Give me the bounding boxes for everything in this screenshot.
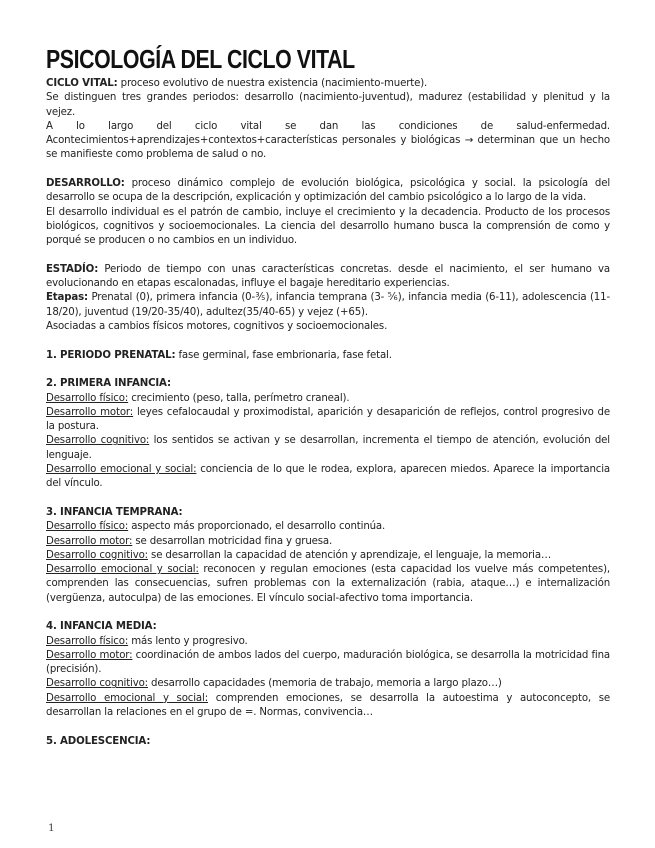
periodo-prenatal: 1. PERIODO PRENATAL: fase germinal, fase embrionaria, fase fetal. (46, 349, 392, 361)
ciclo-vital-periods: Se distinguen tres grandes periodos: desarrollo (nacimiento-juventud), madurez (estabilidad y plenitud y la vejez. (46, 92, 610, 118)
periodo-prenatal-heading: 1. PERIODO PRENATAL: (46, 349, 176, 361)
document-page (46, 44, 610, 749)
infancia-media-emocional: Desarrollo emocional y social: comprenden emociones, se desarrolla la autoestima y autoconcepto, se desarrollan la relaciones en el grupo de =. Normas, convivencia… (46, 692, 611, 719)
infancia-temprana-motor: Desarrollo motor: se desarrollan motricidad fina y gruesa. (46, 535, 333, 547)
estadio-label: ESTADÍO: (46, 263, 99, 275)
ciclo-vital-conditions: A lo largo del ciclo vital se dan las condiciones de salud-enfermedad. Acontecimientos+aprendizajes+contextos+características personales y biológicas → determinan que un hecho se manifieste como problema de salud o no. (46, 120, 610, 161)
etapas-note: Asociadas a cambios físicos motores, cognitivos y socioemocionales. (46, 321, 388, 333)
infancia-temprana-emocional: Desarrollo emocional y social: reconocen y regulan emociones (esta capacidad los vuelve más competentes), comprenden las consecuencias, sufren problemas con la externalización (rabia, ataque…) e internalización (vergüenza, autoculpa) de las emociones. El vínculo social-afectivo toma importancia. (46, 564, 611, 604)
infancia-temprana-fisico: Desarrollo físico: aspecto más proporcionado, el desarrollo continúa. (46, 521, 386, 533)
ciclo-vital-label: CICLO VITAL: (46, 78, 118, 89)
infancia-media-motor: Desarrollo motor: coordinación de ambos lados del cuerpo, maduración biológica, se desarrolla la motricidad fina (precisión). (46, 649, 610, 676)
infancia-media-heading: 4. INFANCIA MEDIA: (46, 621, 157, 633)
primera-infancia-cognitivo: Desarrollo cognitivo: los sentidos se activan y se desarrollan, incrementa el tiempo de atención, evolución del lenguaje. (46, 435, 610, 461)
infancia-media-cognitivo: Desarrollo cognitivo: desarrollo capacidades (memoria de trabajo, memoria a largo plazo…) (46, 678, 502, 690)
infancia-temprana-heading: 3. INFANCIA TEMPRANA: (46, 506, 183, 518)
primera-infancia-fisico: Desarrollo físico: crecimiento (peso, talla, perímetro craneal). (46, 392, 350, 404)
primera-infancia-motor: Desarrollo motor: leyes cefalocaudal y proximodistal, aparición y desaparición de reflejos, control progresivo de la postura. (46, 406, 610, 433)
primera-infancia-emocional: Desarrollo emocional y social: conciencia de lo que le rodea, explora, aparecen miedos. Aparece la importancia del vínculo. (46, 464, 610, 490)
desarrollo-definition: DESARROLLO: proceso dinámico complejo de evolución biológica, psicológica y social. la psicología del desarrollo se ocupa de la descripción, explicación y optimización del cambio psicológico a lo largo de la vida. (46, 178, 610, 204)
ciclo-vital-definition: CICLO VITAL: proceso evolutivo de nuestra existencia (nacimiento-muerte). (46, 78, 428, 89)
infancia-media-fisico: Desarrollo físico: más lento y progresivo. (46, 635, 248, 647)
adolescencia-heading: 5. ADOLESCENCIA: (46, 735, 151, 747)
etapas-label: Etapas: (46, 292, 88, 304)
estadio-definition: ESTADÍO: Periodo de tiempo con unas características concretas. desde el nacimiento, el ser humano va evolucionando en etapas escalonadas, influye el bagaje hereditario experiencias. (46, 263, 610, 290)
page-number: 1 (48, 822, 55, 834)
desarrollo-individual: El desarrollo individual es el patrón de cambio, incluye el crecimiento y la decadencia. Producto de los procesos biológicos, cognitivos y socioemocionales. La ciencia del desarrollo humano busca la comprensión de como y porqué se producen o no cambios en un individuo. (46, 206, 610, 247)
desarrollo-label: DESARROLLO: (46, 178, 125, 190)
infancia-temprana-cognitivo: Desarrollo cognitivo: se desarrollan la capacidad de atención y aprendizaje, el lenguaje, la memoria… (46, 549, 551, 561)
page-title: PSICOLOGÍA DEL CICLO VITAL (46, 44, 355, 74)
etapas-list: Etapas: Prenatal (0), primera infancia (0-⅗), infancia temprana (3- ⅚), infancia media (6-11), adolescencia (11-18/20), juventud (19/20-35/40), adultez(35/40-65) y vejez (+65). (46, 292, 610, 318)
primera-infancia-heading: 2. PRIMERA INFANCIA: (46, 378, 171, 390)
